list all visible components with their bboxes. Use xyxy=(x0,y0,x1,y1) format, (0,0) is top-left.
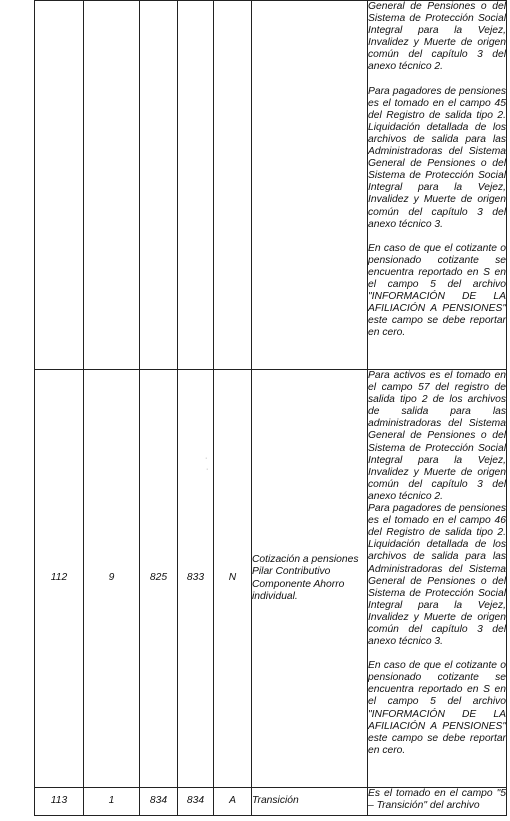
scan-speck: · xyxy=(205,455,208,462)
field-type-cell xyxy=(214,1,252,370)
description-paragraph: Es el tomado en el campo "5 – Transición" del archivo xyxy=(368,788,506,812)
field-description-cell xyxy=(368,370,507,788)
table-row xyxy=(35,1,507,370)
field-type-cell: N xyxy=(214,370,252,788)
field-number-cell: 112 xyxy=(35,370,84,788)
field-name-cell: Cotización a pensiones Pilar Contributivo Componente Ahorro individual. xyxy=(252,370,368,788)
description-paragraph: En caso de que el cotizante o pensionado cotizante se encuentra reportado en S en el campo 5 del archivo "INFORMACIÓN DE LA AFILIACIÓN A PENSIONES" este campo se debe reportar en cero. xyxy=(368,242,506,339)
field-length-cell xyxy=(84,1,140,370)
scan-speck: · xyxy=(206,466,209,473)
table-row xyxy=(35,370,507,788)
field-length-cell: 1 xyxy=(84,788,140,816)
field-description-cell xyxy=(368,788,507,816)
field-start-cell xyxy=(140,1,178,370)
description-paragraph: Para pagadores de pensiones es el tomado en el campo 46 del Registro de salida tipo 2. Liquidación detallada de los archivos de salida para las Administradoras del Sistema General de Pensiones o del Sistema de Protección Social Integral para la Vejez, Invalidez y Muerte de origen común del capítulo 3 del anexo técnico 3. xyxy=(368,503,506,648)
field-start-cell: 825 xyxy=(140,370,178,788)
field-number-cell xyxy=(35,1,84,370)
description-paragraph: General de Pensiones o del Sistema de Protección Social Integral para la Vejez, Invalidez y Muerte de origen común del capítulo 3 del anexo técnico 2. xyxy=(368,1,506,73)
field-description-cell xyxy=(368,1,507,370)
field-name-cell xyxy=(252,1,368,370)
field-spec-table xyxy=(34,0,507,816)
field-length-cell: 9 xyxy=(84,370,140,788)
field-start-cell: 834 xyxy=(140,788,178,816)
table-row xyxy=(35,788,507,816)
description-paragraph: Para pagadores de pensiones es el tomado en el campo 45 del Registro de salida tipo 2. Liquidación detallada de los archivos de salida para las Administradoras del Sistema General de Pensiones o del Sistema de Protección Social Integral para la Vejez, Invalidez y Muerte de origen común del capítulo 3 del anexo técnico 3. xyxy=(368,85,506,230)
field-number-cell: 113 xyxy=(35,788,84,816)
field-end-cell: 833 xyxy=(178,370,214,788)
description-paragraph: En caso de que el cotizante o pensionado cotizante se encuentra reportado en S en el campo 5 del archivo "INFORMACIÓN DE LA AFILIACIÓN A PENSIONES" este campo se debe reportar en cero. xyxy=(368,660,506,756)
field-type-cell: A xyxy=(214,788,252,816)
field-end-cell: 834 xyxy=(178,788,214,816)
field-end-cell xyxy=(178,1,214,370)
description-paragraph: Para activos es el tomado en el campo 57 del registro de salida tipo 2 de los archivos de salida para las administradoras del Sistema General de Pensiones o del Sistema de Protección Social Integral para la Vejez, Invalidez y Muerte de origen común del capítulo 3 del anexo técnico 2. xyxy=(368,370,506,502)
field-name-cell: Transición xyxy=(252,788,368,816)
